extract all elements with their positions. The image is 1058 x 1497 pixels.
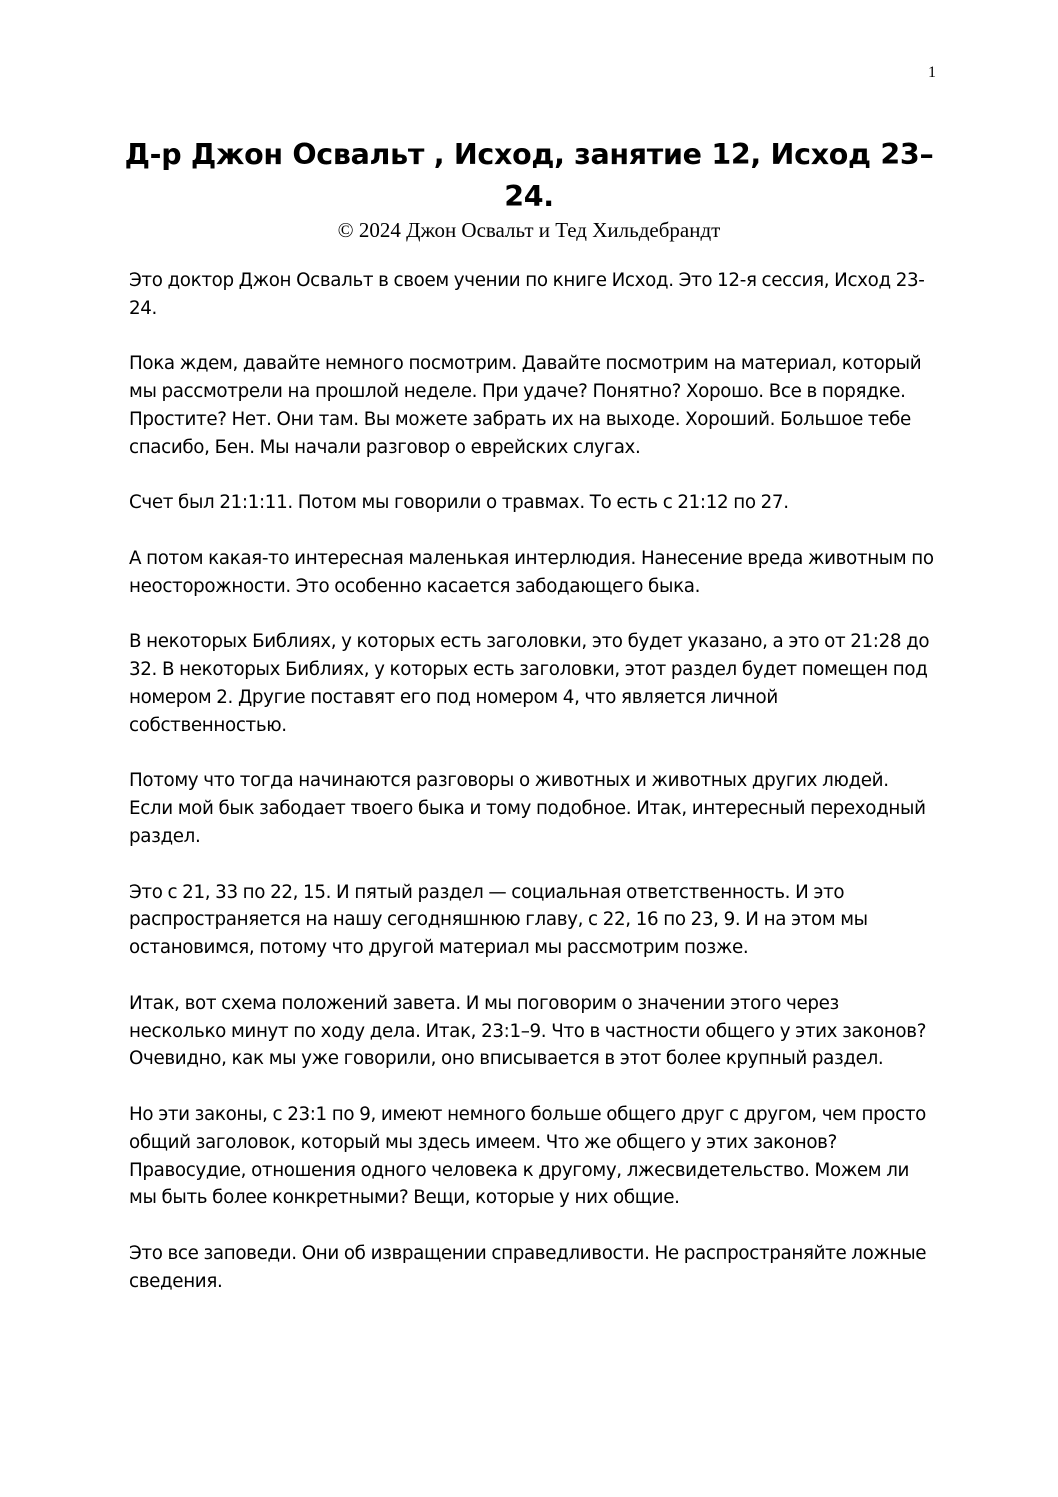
document-body bbox=[129, 267, 934, 1323]
paragraph: Это все заповеди. Они об извращении справедливости. Не распространяйте ложные сведения. bbox=[129, 1242, 927, 1292]
paragraph: Итак, вот схема положений завета. И мы поговорим о значении этого через несколько минут по ходу дела. Итак, 23:1–9. Что в частности общего у этих законов? Очевидно, как мы уже говорили, оно вписывается в этот более крупный раздел. bbox=[129, 992, 927, 1070]
paragraph: Это доктор Джон Освальт в своем учении по книге Исход. Это 12-я сессия, Исход 23-24. bbox=[129, 270, 925, 319]
paragraph: Потому что тогда начинаются разговоры о животных и животных других людей. Если мой бык забодает твоего быка и тому подобное. Итак, интересный переходный раздел. bbox=[129, 770, 926, 847]
paragraph: Пока ждем, давайте немного посмотрим. Давайте посмотрим на материал, который мы рассмотрели на прошлой неделе. При удаче? Понятно? Хорошо. Все в порядке. Простите? Нет. Они там. Вы можете забрать их на выходе. Хороший. Большое тебе спасибо, Бен. Мы начали разговор о еврейских слугах. bbox=[129, 353, 922, 458]
copyright-line: © 2024 Джон Освальт и Тед Хильдебрандт bbox=[337, 218, 721, 242]
paragraph: Но эти законы, с 23:1 по 9, имеют немного больше общего друг с другом, чем просто общий заголовок, который мы здесь имеем. Что же общего у этих законов? Правосудие, отношения одного человека к другому, лжесвидетельство. Можем ли мы быть более конкретными? Вещи, которые у них общие. bbox=[129, 1103, 926, 1209]
page-number: 1 bbox=[928, 64, 936, 81]
paragraph: В некоторых Библиях, у которых есть заголовки, это будет указано, а это от 21:28 до 32. В некоторых Библиях, у которых есть заголовки, этот раздел будет помещен под номером 2. Другие поставят его под номером 4, что является личной собственностью. bbox=[129, 631, 930, 736]
document-title: Д-р Джон Освальт , Исход, занятие 12, Исход 23–24. bbox=[124, 138, 934, 213]
paragraph: А потом какая-то интересная маленькая интерлюдия. Нанесение вреда животным по неосторожности. Это особенно касается забодающего быка. bbox=[129, 547, 934, 597]
paragraph: Это с 21, 33 по 22, 15. И пятый раздел — социальная ответственность. И это распространяется на нашу сегодняшнюю главу, с 22, 16 по 23, 9. И на этом мы остановимся, потому что другой материал мы рассмотрим позже. bbox=[129, 881, 868, 959]
paragraph: Счет был 21:1:11. Потом мы говорили о травмах. То есть с 21:12 по 27. bbox=[129, 492, 789, 514]
